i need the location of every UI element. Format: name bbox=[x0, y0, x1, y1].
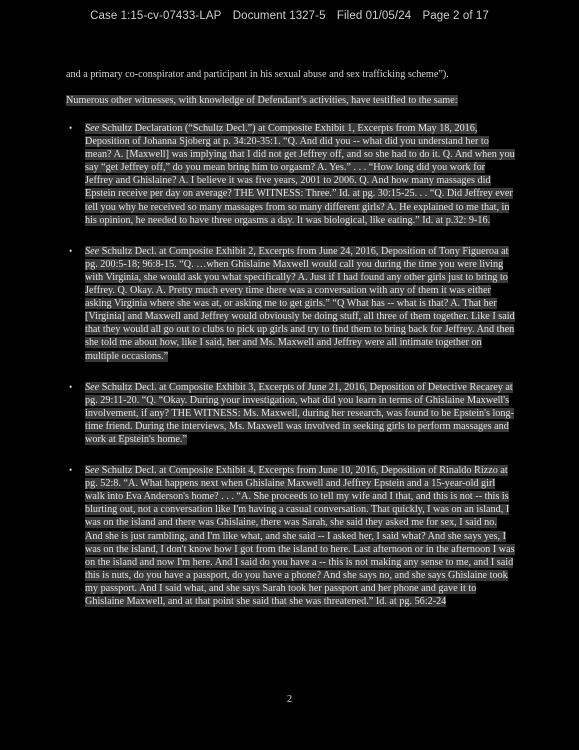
testimony-text bbox=[85, 246, 515, 362]
testimony-list bbox=[69, 122, 515, 626]
intro-line-2 bbox=[66, 94, 526, 107]
testimony-body: Schultz Decl. at Composite Exhibit 2, Excerpts from June 24, 2016, Deposition of Tony Figueroa at pg. 200:5-18; 96:8-15. “Q. …when Ghislaine Maxwell would call you during the time you were living with Virginia, she would ask you what specifically? A. Just if I had found any other girls just to bring to Jeffrey. Q. Okay. A. Pretty much every time there was a conversation with any of them it was either asking Virginia where she was at, or asking me to get girls.” “Q What has -- what is that? A. That her [Virginia] and Maxwell and Jeffrey would obviously be doing stuff, all three of them together. Like I said that they would all go out to clubs to pick up girls and try to find them to bring back for Jeffrey. And then she told me about how, like I said, her and Ms. Maxwell and Jeffrey were all intimate together on multiple occasions.” bbox=[85, 245, 515, 362]
bullet-marker: • bbox=[69, 465, 73, 476]
bullet-marker: • bbox=[69, 123, 73, 133]
page-number: 2 bbox=[286, 694, 293, 705]
testimony-body: Schultz Decl. at Composite Exhibit 4, Excerpts from June 10, 2016, Deposition of Rinaldo Rizzo at pg. 52:8. “A. What happens next when Ghislaine Maxwell and Jeffrey Epstein and a 15-year-old girl walk into Eva Anderson's home? . . . “A. She proceeds to tell my wife and I that, and this is not -- this is blurting out, not a conversation like I'm having a casual conversation. That quickly, I was on an island, I was on the island and there was Ghislaine, there was Sarah, she said they asked me for sex, I said no. And she is just rambling, and I'm like what, and she said -- I asked her, I said what? And she says yes, I was on the island, I don't know how I got from the island to here. Last afternoon or in the afternoon I was on the island and now I'm here. And I said do you have a -- this is not making any sense to me, and I said this is nuts, do you have a passport, do you have a phone? And she says no, and she says Ghislaine took my passport. And I said what, and she says Sarah took her passport and her phone and gave it to Ghislaine Maxwell, and at that point she said that she was threatened.” Id. at pg. 56:2-24 bbox=[85, 465, 515, 607]
see-signal: See bbox=[85, 123, 100, 134]
page-header bbox=[0, 10, 579, 22]
testimony-item bbox=[69, 464, 515, 608]
document-number: Document 1327-5 bbox=[232, 10, 326, 22]
bullet-marker: • bbox=[69, 245, 73, 256]
see-signal: See bbox=[85, 381, 100, 393]
page-of: Page 2 of 17 bbox=[422, 10, 489, 22]
see-signal: See bbox=[85, 465, 100, 477]
testimony-body: Schultz Decl. at Composite Exhibit 3, Excerpts of June 21, 2016, Deposition of Detective Recarey at pg. 29:11-20. “Q. “Okay. During your investigation, what did you learn in terms of Ghislaine Maxwell's involvement, if any? THE WITNESS: Ms. Maxwell, during her research, was found to be Epstein's long-time friend. During the interviews, Ms. Maxwell was involved in seeking girls to perform massages and work at Epstein's home.” bbox=[85, 381, 514, 445]
testimony-text bbox=[85, 382, 514, 445]
filed-date: Filed 01/05/24 bbox=[336, 10, 412, 22]
intro-line-1: and a primary co-conspirator and participant in his sexual abuse and sex trafficking scheme”). bbox=[66, 69, 449, 80]
testimony-item bbox=[69, 381, 515, 446]
bullet-marker: • bbox=[69, 381, 73, 392]
testimony-item bbox=[69, 245, 515, 363]
testimony-item bbox=[69, 122, 515, 227]
intro-line-2-text: Numerous other witnesses, with knowledge of Defendant’s activities, have testified to the same: bbox=[66, 95, 458, 106]
testimony-text bbox=[85, 465, 515, 607]
testimony-text bbox=[85, 123, 515, 226]
intro-text bbox=[66, 68, 526, 107]
see-signal: See bbox=[85, 245, 100, 257]
testimony-body: Schultz Declaration (“Schultz Decl.”) at Composite Exhibit 1, Excerpts from May 18, 2016, Deposition of Johanna Sjoberg at p. 34:20-35:1. “Q. And did you -- what did you understand her to mean? A. [Maxwell] was implying that I did not get Jeffrey off, and so she had to do it. Q. And when you say “get Jeffrey off,” do you mean bring him to orgasm? A. Yes.” . . . “How long did you work for Jeffrey and Ghislaine? A. I believe it was five years, 2001 to 2006. Q. And how many massages did Epstein receive per day on average? THE WITNESS: Three.” Id. at pg. 30:15-25. . . “Q. Did Jeffrey ever tell you why he received so many massages from so many different girls? A. He explained to me that, in his opinion, he needed to have three orgasms a day. It was biological, like eating.” Id. at p.32: 9-16. bbox=[85, 123, 515, 226]
case-number: Case 1:15-cv-07433-LAP bbox=[90, 10, 222, 22]
